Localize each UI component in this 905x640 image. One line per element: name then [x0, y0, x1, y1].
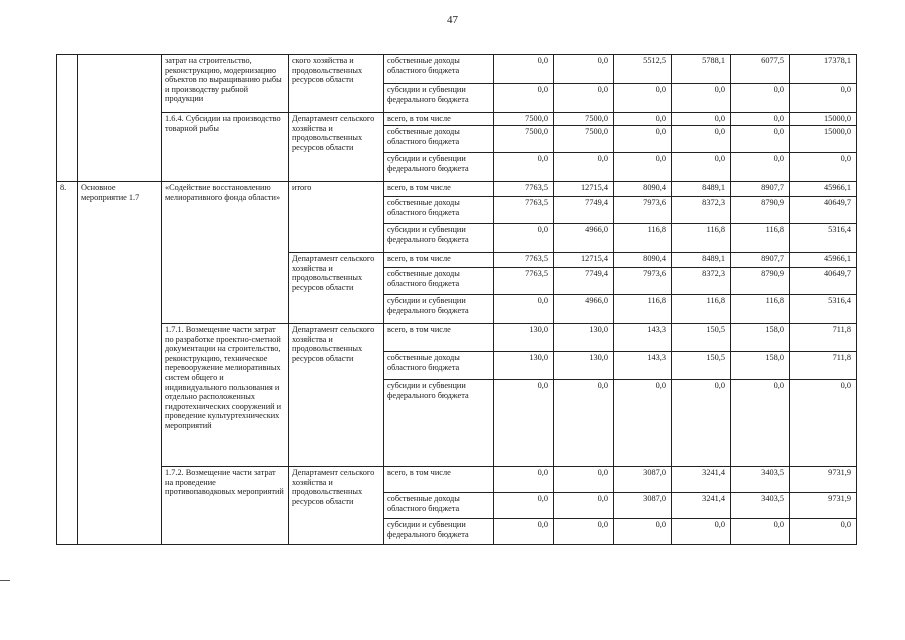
value-cell: 0,0: [614, 519, 672, 545]
budget-table-container: [56, 54, 856, 545]
value-cell: 5512,5: [614, 55, 672, 84]
item-cell: «Содействие восстановлению мелиоративного фонда области»: [162, 182, 289, 324]
value-cell: 143,3: [614, 352, 672, 380]
value-cell: 116,8: [614, 295, 672, 324]
item-cell: 1.7.1. Возмещение части затрат по разработке проектно-сметной документации на строительство, реконструкцию, техническое перевооружение мелиоративных систем общего и индивидуального пользования и отдельно расположенных гидротехнических сооружений и проведение культуртехнических мероприятий: [162, 324, 289, 467]
value-cell: 3403,5: [731, 493, 790, 519]
value-cell: 40649,7: [790, 197, 857, 224]
value-cell: 3087,0: [614, 493, 672, 519]
executor-cell: Департамент сельского хозяйства и продовольственных ресурсов области: [289, 253, 384, 324]
value-cell: 8790,9: [731, 197, 790, 224]
value-cell: 0,0: [494, 55, 554, 84]
value-cell: 5316,4: [790, 295, 857, 324]
value-cell: 0,0: [731, 84, 790, 113]
table-row: [57, 113, 857, 126]
value-cell: 0,0: [614, 380, 672, 467]
value-cell: 0,0: [554, 493, 614, 519]
value-cell: 7500,0: [554, 126, 614, 153]
source-cell: субсидии и субвенции федерального бюджета: [384, 380, 494, 467]
executor-cell: Департамент сельского хозяйства и продовольственных ресурсов области: [289, 113, 384, 182]
source-cell: субсидии и субвенции федерального бюджета: [384, 519, 494, 545]
value-cell: 0,0: [494, 295, 554, 324]
source-cell: собственные доходы областного бюджета: [384, 55, 494, 84]
value-cell: 7763,5: [494, 268, 554, 295]
value-cell: 0,0: [790, 519, 857, 545]
source-cell: всего, в том числе: [384, 253, 494, 268]
value-cell: 0,0: [554, 380, 614, 467]
value-cell: 0,0: [554, 84, 614, 113]
source-cell: собственные доходы областного бюджета: [384, 126, 494, 153]
value-cell: 0,0: [554, 153, 614, 182]
value-cell: 0,0: [494, 519, 554, 545]
item-cell: 1.6.4. Субсидии на производство товарной рыбы: [162, 113, 289, 182]
value-cell: 0,0: [494, 153, 554, 182]
value-cell: 0,0: [614, 84, 672, 113]
value-cell: 3241,4: [672, 467, 731, 493]
value-cell: 0,0: [494, 467, 554, 493]
value-cell: 8372,3: [672, 197, 731, 224]
source-cell: субсидии и субвенции федерального бюджета: [384, 295, 494, 324]
value-cell: 116,8: [731, 295, 790, 324]
item-cell: 1.7.2. Возмещение части затрат на проведение противопаводковых мероприятий: [162, 467, 289, 545]
value-cell: 116,8: [731, 224, 790, 253]
value-cell: 8372,3: [672, 268, 731, 295]
executor-cell: ского хозяйства и продовольственных ресурсов области: [289, 55, 384, 113]
value-cell: 15000,0: [790, 113, 857, 126]
source-cell: собственные доходы областного бюджета: [384, 268, 494, 295]
event-cell: [78, 55, 162, 182]
table-row: [57, 324, 857, 352]
num-cell: [57, 55, 78, 182]
event-cell: Основное мероприятие 1.7: [78, 182, 162, 545]
value-cell: 8489,1: [672, 182, 731, 197]
value-cell: 130,0: [554, 324, 614, 352]
value-cell: 0,0: [554, 467, 614, 493]
value-cell: 5788,1: [672, 55, 731, 84]
item-cell: затрат на строительство, реконструкцию, модернизацию объектов по выращиванию рыбы и производству рыбной продукции: [162, 55, 289, 113]
value-cell: 130,0: [494, 324, 554, 352]
value-cell: 7500,0: [494, 113, 554, 126]
value-cell: 150,5: [672, 352, 731, 380]
table-row: [57, 182, 857, 197]
table-row: [57, 55, 857, 84]
page-number: 47: [447, 14, 458, 26]
value-cell: 158,0: [731, 324, 790, 352]
value-cell: 7973,6: [614, 268, 672, 295]
table-row: [57, 467, 857, 493]
value-cell: 7500,0: [554, 113, 614, 126]
value-cell: 711,8: [790, 324, 857, 352]
value-cell: 130,0: [554, 352, 614, 380]
value-cell: 7763,5: [494, 253, 554, 268]
value-cell: 6077,5: [731, 55, 790, 84]
value-cell: 4966,0: [554, 224, 614, 253]
value-cell: 3403,5: [731, 467, 790, 493]
value-cell: 158,0: [731, 352, 790, 380]
value-cell: 0,0: [731, 113, 790, 126]
source-cell: всего, в том числе: [384, 467, 494, 493]
value-cell: 12715,4: [554, 253, 614, 268]
executor-cell: Департамент сельского хозяйства и продовольственных ресурсов области: [289, 467, 384, 545]
value-cell: 143,3: [614, 324, 672, 352]
value-cell: 4966,0: [554, 295, 614, 324]
value-cell: 0,0: [731, 380, 790, 467]
value-cell: 12715,4: [554, 182, 614, 197]
source-cell: всего, в том числе: [384, 113, 494, 126]
value-cell: 0,0: [672, 113, 731, 126]
value-cell: 45966,1: [790, 253, 857, 268]
executor-cell: итого: [289, 182, 384, 253]
value-cell: 0,0: [614, 126, 672, 153]
value-cell: 130,0: [494, 352, 554, 380]
value-cell: 0,0: [731, 519, 790, 545]
source-cell: собственные доходы областного бюджета: [384, 352, 494, 380]
value-cell: 0,0: [494, 493, 554, 519]
value-cell: 0,0: [790, 153, 857, 182]
value-cell: 7749,4: [554, 268, 614, 295]
value-cell: 711,8: [790, 352, 857, 380]
value-cell: 116,8: [614, 224, 672, 253]
value-cell: 0,0: [731, 153, 790, 182]
value-cell: 0,0: [614, 113, 672, 126]
value-cell: 0,0: [494, 224, 554, 253]
value-cell: 150,5: [672, 324, 731, 352]
value-cell: 5316,4: [790, 224, 857, 253]
value-cell: 116,8: [672, 295, 731, 324]
value-cell: 0,0: [554, 55, 614, 84]
value-cell: 0,0: [672, 84, 731, 113]
value-cell: 8090,4: [614, 182, 672, 197]
value-cell: 40649,7: [790, 268, 857, 295]
value-cell: 0,0: [672, 153, 731, 182]
value-cell: 0,0: [672, 126, 731, 153]
value-cell: 0,0: [790, 380, 857, 467]
value-cell: 0,0: [731, 126, 790, 153]
source-cell: субсидии и субвенции федерального бюджета: [384, 84, 494, 113]
value-cell: 8907,7: [731, 253, 790, 268]
value-cell: 3087,0: [614, 467, 672, 493]
value-cell: 9731,9: [790, 493, 857, 519]
value-cell: 17378,1: [790, 55, 857, 84]
value-cell: 0,0: [790, 84, 857, 113]
value-cell: 8790,9: [731, 268, 790, 295]
value-cell: 9731,9: [790, 467, 857, 493]
source-cell: собственные доходы областного бюджета: [384, 493, 494, 519]
value-cell: 15000,0: [790, 126, 857, 153]
value-cell: 0,0: [494, 380, 554, 467]
value-cell: 7763,5: [494, 197, 554, 224]
margin-tick: [0, 580, 10, 581]
value-cell: 0,0: [614, 153, 672, 182]
value-cell: 116,8: [672, 224, 731, 253]
value-cell: 0,0: [672, 519, 731, 545]
value-cell: 0,0: [672, 380, 731, 467]
source-cell: субсидии и субвенции федерального бюджета: [384, 153, 494, 182]
budget-table: [56, 54, 857, 545]
num-cell: 8.: [57, 182, 78, 545]
value-cell: 7763,5: [494, 182, 554, 197]
executor-cell: Департамент сельского хозяйства и продовольственных ресурсов области: [289, 324, 384, 467]
value-cell: 8907,7: [731, 182, 790, 197]
value-cell: 3241,4: [672, 493, 731, 519]
value-cell: 0,0: [494, 84, 554, 113]
source-cell: всего, в том числе: [384, 324, 494, 352]
value-cell: 45966,1: [790, 182, 857, 197]
value-cell: 7500,0: [494, 126, 554, 153]
source-cell: субсидии и субвенции федерального бюджета: [384, 224, 494, 253]
source-cell: собственные доходы областного бюджета: [384, 197, 494, 224]
value-cell: 0,0: [554, 519, 614, 545]
value-cell: 7973,6: [614, 197, 672, 224]
value-cell: 8090,4: [614, 253, 672, 268]
source-cell: всего, в том числе: [384, 182, 494, 197]
value-cell: 8489,1: [672, 253, 731, 268]
value-cell: 7749,4: [554, 197, 614, 224]
